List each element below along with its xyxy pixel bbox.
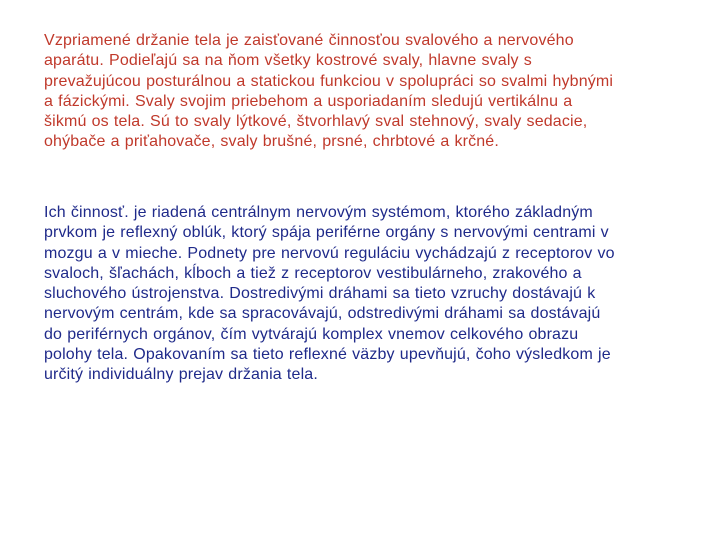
text-line: ohýbače a priťahovače, svaly brušné, prsné, chrbtové a krčné. xyxy=(44,133,499,151)
text-line: do periférnych orgánov, čím vytvárajú komplex vnemov celkového obrazu xyxy=(44,325,579,343)
text-line: a fázickými. Svaly svojim priebehom a usporiadaním sledujú vertikálnu a xyxy=(44,92,573,110)
text-line: aparátu. Podieľajú sa na ňom všetky kostrové svaly, hlavne svaly s xyxy=(44,52,532,70)
text-line: sluchového ústrojenstva. Dostredivými dráhami sa tieto vzruchy dostávajú k xyxy=(44,285,596,303)
text-line: určitý individuálny prejav držania tela. xyxy=(44,366,318,384)
paragraph-nervous-control xyxy=(44,203,684,386)
text-line: prevažujúcou posturálnou a statickou funkciou v spolupráci so svalmi hybnými xyxy=(44,72,614,90)
text-line: Vzpriamené držanie tela je zaisťované činnosťou svalového a nervového xyxy=(44,32,574,49)
text-line: svaloch, šľachách, kĺboch a tiež z receptorov vestibulárneho, zrakového a xyxy=(44,264,582,282)
text-line: šikmú os tela. Sú to svaly lýtkové, štvorhlavý sval stehnový, svaly sedacie, xyxy=(44,113,588,131)
text-line: polohy tela. Opakovaním sa tieto reflexné väzby upevňujú, čoho výsledkom je xyxy=(44,346,611,364)
paragraph-posture-muscles xyxy=(44,31,684,153)
text-line: prvkom je reflexný oblúk, ktorý spája periférne orgány s nervovými centrami v xyxy=(44,224,609,242)
text-line: Ich činnosť. je riadená centrálnym nervovým systémom, ktorého základným xyxy=(44,204,593,221)
text-line: mozgu a v mieche. Podnety pre nervovú reguláciu vychádzajú z receptorov vo xyxy=(44,244,615,262)
text-line: nervovým centrám, kde sa spracovávajú, odstredivými dráhami sa dostávajú xyxy=(44,305,601,323)
